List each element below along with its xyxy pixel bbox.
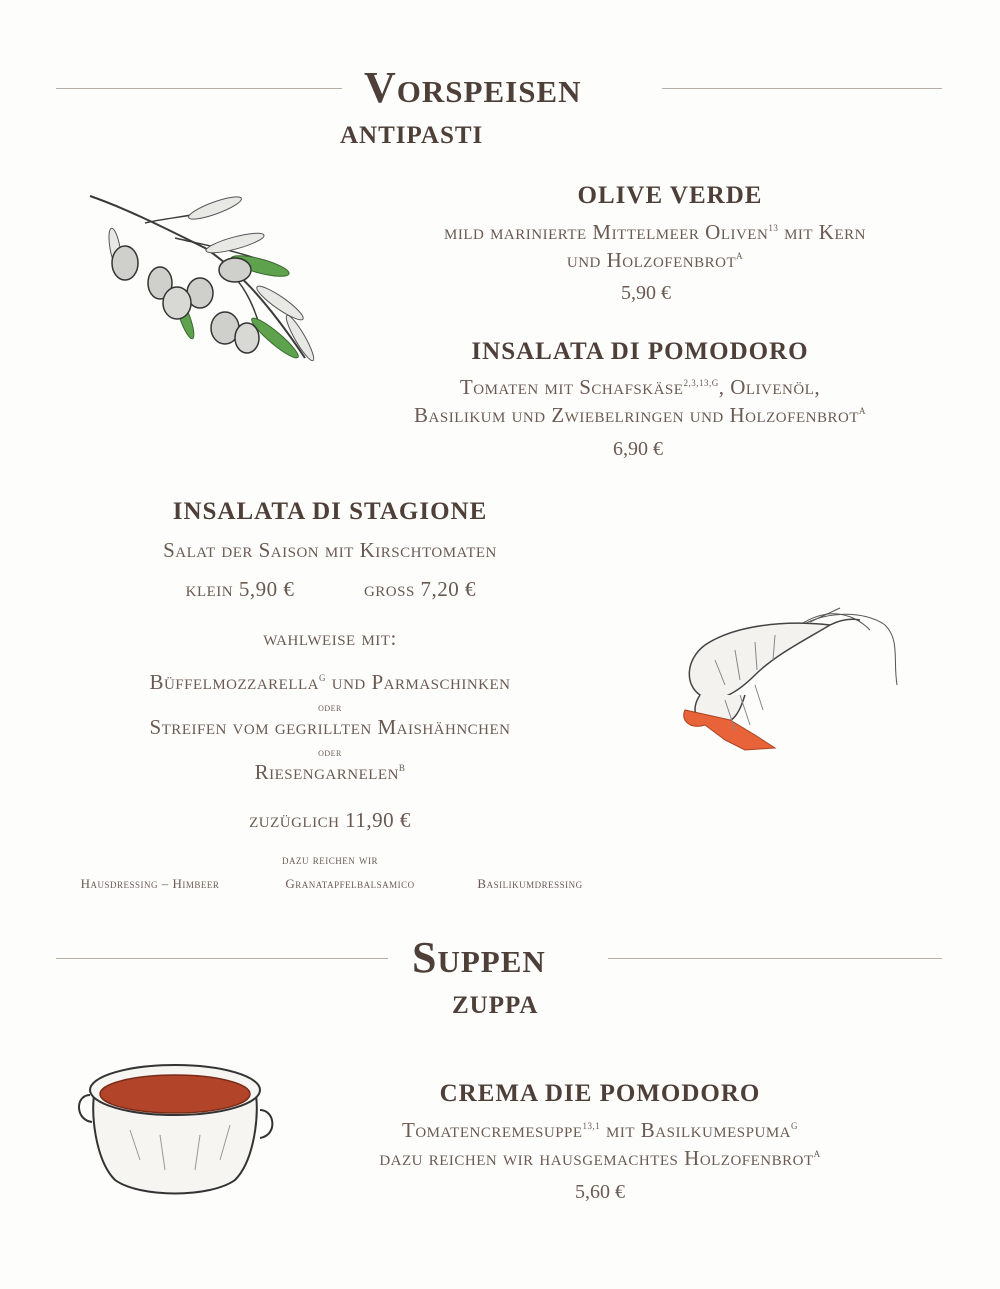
- price-klein: klein 5,90 €: [185, 577, 295, 601]
- section-title-vorspeisen: Vorspeisen: [364, 63, 582, 112]
- dressing-himbeer: Hausdressing – Himbeer: [80, 876, 220, 891]
- dish-desc-crema-line2: dazu reichen wir hausgemachtes Holzofenbrot$^A$: [379, 1146, 821, 1170]
- dressing-granatapfel: Granatapfelbalsamico: [285, 876, 415, 891]
- option-separator-1: oder: [318, 700, 342, 714]
- dish-desc-pomodoro-line2: Basilikum und Zwiebelringen und Holzofenbrot$^A$: [414, 403, 866, 427]
- dressing-label: dazu reichen wir: [282, 852, 378, 867]
- dish-title-crema-pomodoro: CREMA DIE POMODORO: [439, 1080, 761, 1107]
- section-title-suppen: Suppen: [412, 933, 546, 982]
- dressing-basilikum: Basilikumdressing: [477, 876, 583, 891]
- dish-desc-olive-line2: und Holzofenbrot$^A$: [566, 248, 744, 272]
- dish-desc-pomodoro-line1: Tomaten mit Schafskäse$^{2,3,13,G}$, Olivenöl,: [459, 375, 821, 399]
- shrimp-illustration: [645, 600, 905, 770]
- section-subtitle-zuppa: ZUPPA: [452, 992, 539, 1019]
- extra-price: zuzüglich 11,90 €: [249, 808, 411, 832]
- dish-title-olive-verde: OLIVE VERDE: [577, 182, 763, 209]
- header-rule-left: [56, 88, 342, 89]
- price-gross: gross 7,20 €: [363, 577, 477, 601]
- olive-branch-illustration: [85, 188, 320, 368]
- section-subtitle-antipasti: ANTIPASTI: [340, 122, 484, 149]
- dish-title-insalata-pomodoro: INSALATA DI POMODORO: [471, 338, 809, 365]
- dish-price-olive: 5,90 €: [621, 282, 671, 304]
- dish-price-crema: 5,60 €: [575, 1181, 625, 1203]
- suppen-rule-left: [56, 958, 388, 959]
- option-maishaehnchen: Streifen vom gegrillten Maishähnchen: [149, 715, 511, 739]
- dish-title-insalata-stagione: INSALATA DI STAGIONE: [172, 498, 488, 525]
- header-rule-right: [662, 88, 942, 89]
- dish-desc-stagione: Salat der Saison mit Kirschtomaten: [163, 538, 497, 562]
- suppen-rule-right: [608, 958, 942, 959]
- options-label: wahlweise mit:: [263, 626, 397, 650]
- option-separator-2: oder: [318, 745, 342, 759]
- dish-desc-olive-line1: mild marinierte Mittelmeer Oliven$^{13}$ mit Kern: [444, 220, 866, 244]
- option-bueffelmozzarella: Büffelmozzarella$^G$ und Parmaschinken: [149, 670, 511, 694]
- dish-price-pomodoro: 6,90 €: [613, 438, 663, 460]
- dish-desc-crema-line1: Tomatencremesuppe$^{13,1}$ mit Basilkumespuma$^G$: [402, 1118, 798, 1142]
- soup-pot-illustration: [70, 1050, 280, 1200]
- option-riesengarnelen: Riesengarnelen$^B$: [254, 760, 406, 784]
